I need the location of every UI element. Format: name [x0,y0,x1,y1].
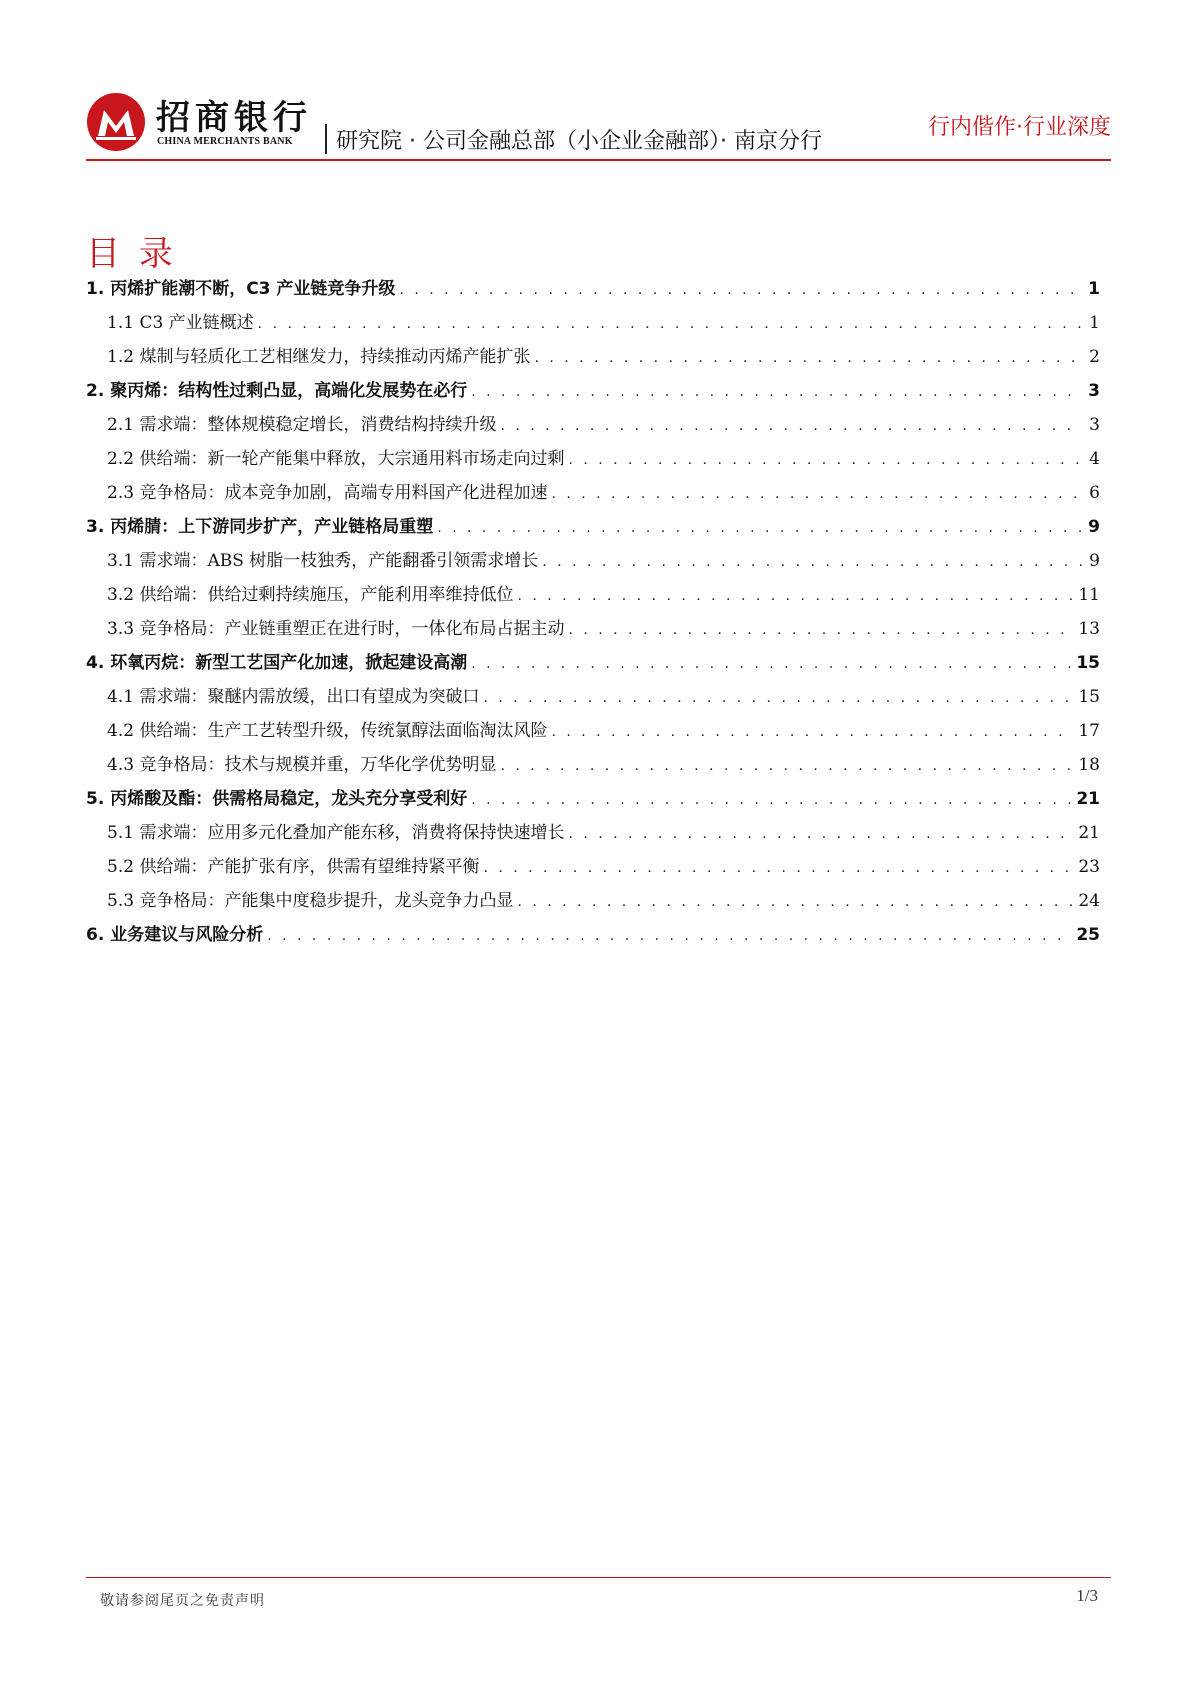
toc-entry-title: 2.3 竞争格局：成本竞争加剧，高端专用料国产化进程加速 [107,483,548,503]
toc-entry-title: 2.2 供给端：新一轮产能集中释放，大宗通用料市场走向过剩 [107,449,565,469]
toc-entry-page: 2 [1089,347,1100,367]
toc-entry-page: 1 [1088,279,1100,299]
document-type-label: 行内偕作·行业深度 [928,115,1111,140]
toc-dot-leader [483,681,1074,715]
toc-entry[interactable] [86,340,1100,374]
toc-entry[interactable] [86,884,1100,918]
toc-dot-leader [551,477,1082,511]
toc-entry[interactable] [86,272,1100,306]
toc-entry[interactable] [86,816,1100,850]
toc-entry-page: 23 [1078,857,1100,877]
toc-dot-leader [471,375,1082,409]
toc-entry-title: 1.2 煤制与轻质化工艺相继发力，持续推动丙烯产能扩张 [107,347,531,367]
toc-entry-title: 5.1 需求端：应用多元化叠加产能东移，消费将保持快速增长 [107,823,565,843]
toc-entry-page: 6 [1089,483,1100,503]
toc-entry-title: 1.1 C3 产业链概述 [107,313,254,333]
toc-entry-title: 3.3 竞争格局：产业链重塑正在进行时，一体化布局占据主动 [107,619,565,639]
toc-dot-leader [551,715,1074,749]
toc-entry-title: 4.2 供给端：生产工艺转型升级，传统氯醇法面临淘汰风险 [107,721,548,741]
toc-dot-leader [437,511,1082,545]
header-rule [86,159,1111,161]
toc-entry[interactable] [86,510,1100,544]
toc-entry-title: 4.1 需求端：聚醚内需放缓，出口有望成为突破口 [107,687,480,707]
toc-entry[interactable] [86,544,1100,578]
toc-entry[interactable] [86,646,1100,680]
toc-entry-title: 6. 业务建议与风险分析 [86,925,264,945]
toc-dot-leader [500,749,1074,783]
toc-entry-title: 4.3 竞争格局：技术与规模并重，万华化学优势明显 [107,755,497,775]
toc-entry-title: 4. 环氧丙烷：新型工艺国产化加速，掀起建设高潮 [86,653,468,673]
footer-page-number: 1/3 [1076,1586,1098,1605]
table-of-contents [86,272,1100,952]
toc-entry[interactable] [86,408,1100,442]
toc-entry-page: 3 [1088,381,1100,401]
toc-entry[interactable] [86,578,1100,612]
toc-dot-leader [500,409,1082,443]
toc-entry-title: 5.2 供给端：产能扩张有序，供需有望维持紧平衡 [107,857,480,877]
toc-entry-title: 3.2 供给端：供给过剩持续施压，产能利用率维持低位 [107,585,514,605]
toc-entry-title: 2. 聚丙烯：结构性过剩凸显，高端化发展势在必行 [86,381,468,401]
toc-dot-leader [517,579,1074,613]
toc-entry[interactable] [86,680,1100,714]
toc-dot-leader [568,443,1082,477]
toc-entry-page: 24 [1078,891,1100,911]
toc-entry-page: 15 [1078,687,1100,707]
toc-entry-page: 11 [1078,585,1100,605]
toc-dot-leader [568,613,1074,647]
toc-entry[interactable] [86,714,1100,748]
toc-dot-leader [399,273,1082,307]
toc-entry-title: 1. 丙烯扩能潮不断，C3 产业链竞争升级 [86,279,396,299]
cmb-logo-icon [86,92,146,152]
toc-dot-leader [534,341,1082,375]
toc-title: 目 录 [86,234,177,274]
toc-entry-title: 3.1 需求端：ABS 树脂一枝独秀，产能翻番引领需求增长 [107,551,539,571]
toc-entry-page: 21 [1078,823,1100,843]
toc-entry-page: 1 [1089,313,1100,333]
header-divider [325,124,327,154]
toc-entry-page: 13 [1078,619,1100,639]
footer-disclaimer: 敬请参阅尾页之免责声明 [100,1593,265,1609]
footer-rule [86,1577,1111,1578]
toc-entry-title: 5. 丙烯酸及酯：供需格局稳定，龙头充分享受利好 [86,789,468,809]
toc-entry-page: 18 [1078,755,1100,775]
toc-entry-page: 17 [1078,721,1100,741]
toc-entry-page: 15 [1076,653,1100,673]
logo-english-name: CHINA MERCHANTS BANK [157,136,293,147]
department-label: 研究院 · 公司金融总部（小企业金融部）· 南京分行 [336,129,822,154]
toc-entry-page: 3 [1089,415,1100,435]
toc-entry[interactable] [86,442,1100,476]
toc-entry[interactable] [86,374,1100,408]
toc-entry-title: 5.3 竞争格局：产能集中度稳步提升，龙头竞争力凸显 [107,891,514,911]
toc-entry-page: 9 [1089,551,1100,571]
toc-dot-leader [258,307,1082,341]
toc-dot-leader [517,885,1074,919]
page-header [86,86,1111,160]
toc-entry[interactable] [86,476,1100,510]
toc-dot-leader [483,851,1074,885]
toc-entry[interactable] [86,850,1100,884]
toc-entry[interactable] [86,306,1100,340]
toc-entry-page: 21 [1076,789,1100,809]
toc-entry[interactable] [86,748,1100,782]
toc-dot-leader [471,783,1072,817]
toc-entry-title: 2.1 需求端：整体规模稳定增长，消费结构持续升级 [107,415,497,435]
toc-entry-page: 9 [1088,517,1100,537]
toc-dot-leader [471,647,1072,681]
toc-entry[interactable] [86,782,1100,816]
toc-dot-leader [542,545,1082,579]
toc-entry-page: 25 [1076,925,1100,945]
logo-chinese-name: 招商银行 [156,98,312,138]
toc-entry[interactable] [86,918,1100,952]
toc-dot-leader [568,817,1074,851]
toc-entry-title: 3. 丙烯腈：上下游同步扩产，产业链格局重塑 [86,517,434,537]
toc-dot-leader [267,919,1072,953]
toc-entry[interactable] [86,612,1100,646]
toc-entry-page: 4 [1089,449,1100,469]
